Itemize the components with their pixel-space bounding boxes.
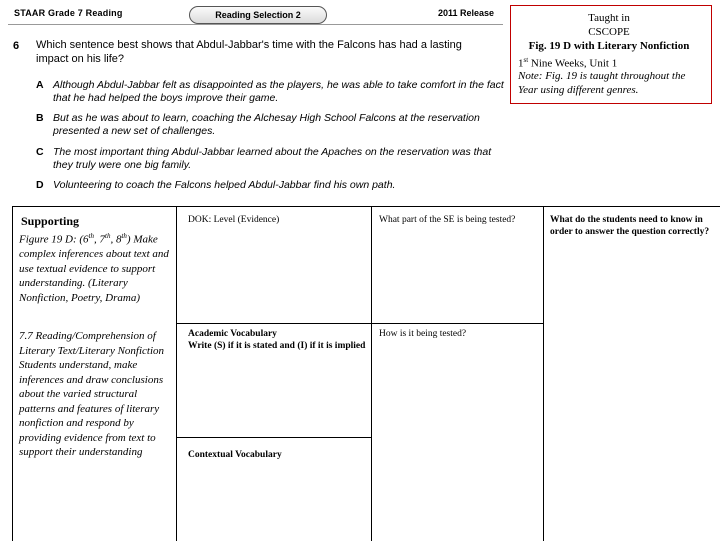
supporting-title: Supporting bbox=[21, 214, 80, 228]
option-text: Although Abdul-Jabbar felt as disappointed as the players, he was able to take comfort in the fact that he had helped the boys improve their game. bbox=[53, 79, 504, 104]
taught-in: Taught in bbox=[588, 12, 630, 24]
header-divider bbox=[8, 24, 503, 25]
academic-vocab-desc: Write (S) if it is stated and (I) if it is implied bbox=[188, 341, 366, 351]
option-letter: D bbox=[36, 179, 44, 191]
fig-title: Fig. 19 D with Literary Nonfiction bbox=[528, 40, 690, 52]
contextual-vocab: Contextual Vocabulary bbox=[188, 450, 282, 460]
option-letter: C bbox=[36, 146, 44, 158]
release-label: 2011 Release bbox=[438, 8, 495, 18]
nine-weeks-line: 1st Nine Weeks, Unit 1 bbox=[518, 56, 618, 70]
note-line-1: Note: Fig. 19 is taught throughout the bbox=[518, 70, 686, 82]
se-tested-question: What part of the SE is being tested? bbox=[379, 215, 516, 225]
dok-label: DOK: Level (Evidence) bbox=[188, 215, 280, 225]
curriculum-info-box bbox=[510, 5, 712, 104]
option-letter: B bbox=[36, 112, 44, 124]
column-divider bbox=[371, 207, 372, 541]
column-divider bbox=[543, 207, 544, 541]
column-divider bbox=[176, 207, 177, 541]
students-need-question: What do the students need to know in order to answer the question correctly? bbox=[550, 215, 710, 237]
option-text: Volunteering to coach the Falcons helped Abdul-Jabbar find his own path. bbox=[53, 179, 396, 191]
figure-standard: Figure 19 D: (6th, 7th, 8th) Make complex inferences about text and use textual evidence to support understanding. (Literary Nonfiction, Poetry, Drama) bbox=[19, 232, 169, 304]
option-letter: A bbox=[36, 79, 44, 91]
note-line-2: Year using different genres. bbox=[518, 84, 639, 96]
figure-description: Make complex inferences about text and use textual evidence to support understanding. (Literary Nonfiction, Poetry, Drama) bbox=[19, 233, 169, 304]
reading-standard: 7.7 Reading/Comprehension of Literary Text/Literary Nonfiction Students understand, make inferences and draw conclusions about the varied structural patterns and features of literary nonfiction and respond by providing evidence from text to support their understanding bbox=[19, 330, 165, 458]
cscope-label: CSCOPE bbox=[588, 26, 630, 38]
analysis-table bbox=[12, 206, 720, 541]
test-name: STAAR Grade 7 Reading bbox=[14, 8, 123, 18]
question-text: Which sentence best shows that Abdul-Jabbar's time with the Falcons has had a lasting impact on his life? bbox=[36, 39, 462, 65]
how-tested-question: How is it being tested? bbox=[379, 329, 467, 339]
question-number: 6 bbox=[13, 40, 20, 52]
academic-vocab-title: Academic Vocabulary bbox=[188, 329, 277, 339]
row-divider bbox=[176, 437, 371, 438]
staar-header bbox=[8, 6, 503, 26]
option-text: But as he was about to learn, coaching the Alchesay High School Falcons at the reservation presented a new set of challenges. bbox=[53, 112, 480, 137]
selection-label: Reading Selection 2 bbox=[189, 6, 327, 24]
row-divider bbox=[176, 323, 543, 324]
option-text: The most important thing Abdul-Jabbar learned about the Apaches on the reservation was that they truly were one big family. bbox=[53, 146, 492, 171]
